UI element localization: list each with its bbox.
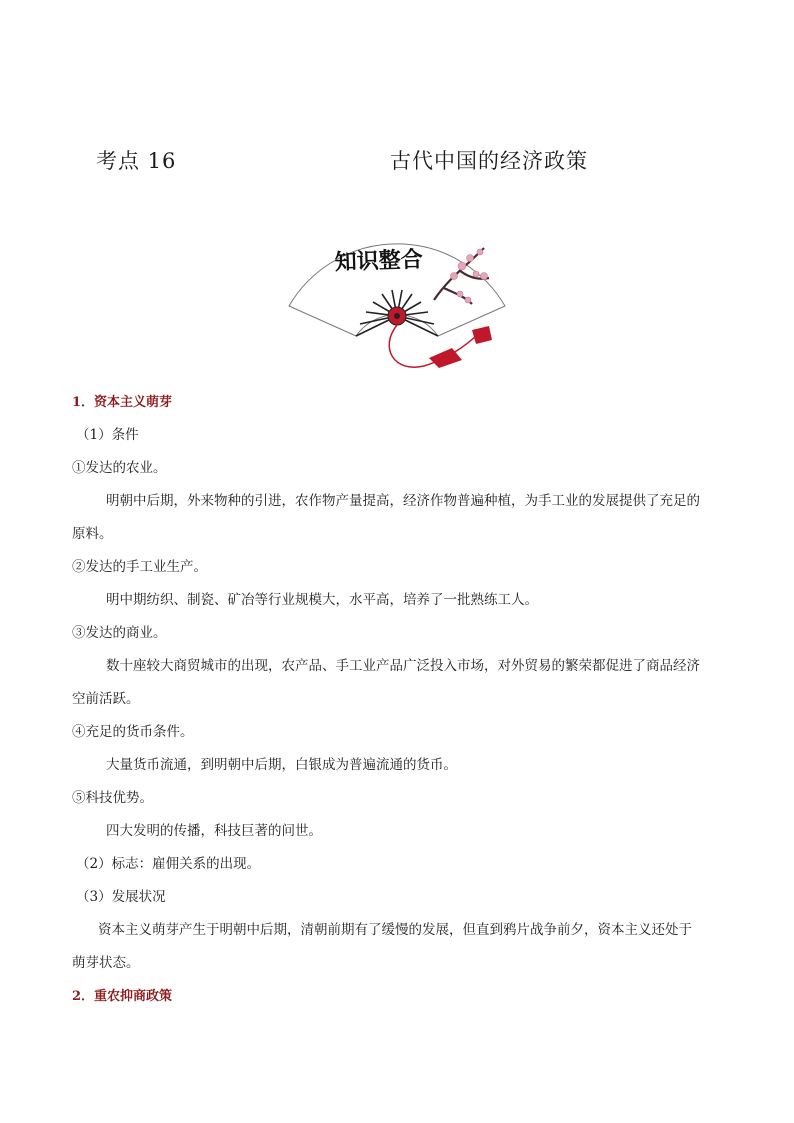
folding-fan-banner <box>284 208 510 376</box>
subheading-sign: （2）标志：雇佣关系的出现。 <box>76 856 261 872</box>
subheading-development: （3）发展状况 <box>76 889 166 905</box>
item-title-handicraft: ②发达的手工业生产。 <box>72 559 207 575</box>
title-row <box>0 145 794 177</box>
item-text-technology: 四大发明的传播，科技巨著的问世。 <box>106 823 322 839</box>
section-heading-2: 2．重农抑商政策 <box>72 989 173 1004</box>
item-text-agriculture-cont: 原料。 <box>72 526 113 542</box>
item-title-technology: ⑤科技优势。 <box>72 790 153 806</box>
item-text-currency: 大量货币流通，到明朝中后期，白银成为普遍流通的货币。 <box>106 757 457 773</box>
item-text-handicraft: 明中期纺织、制瓷、矿冶等行业规模大，水平高，培养了一批熟练工人。 <box>106 592 538 608</box>
development-text: 资本主义萌芽产生于明朝中后期，清朝前期有了缓慢的发展，但直到鸦片战争前夕，资本主义还处于 <box>98 922 692 938</box>
item-title-agriculture: ①发达的农业。 <box>72 460 167 476</box>
item-text-commerce: 数十座较大商贸城市的出现，农产品、手工业产品广泛投入市场，对外贸易的繁荣都促进了商品经济 <box>106 658 700 674</box>
item-title-commerce: ③发达的商业。 <box>72 625 167 641</box>
item-text-commerce-cont: 空前活跃。 <box>72 691 140 707</box>
section-heading-1: 1．资本主义萌芽 <box>72 395 173 410</box>
content <box>72 386 724 1013</box>
page-title: 古代中国的经济政策 <box>390 149 588 173</box>
item-title-currency: ④充足的货币条件。 <box>72 724 194 740</box>
development-text-cont: 萌芽状态。 <box>72 955 140 971</box>
item-text-agriculture: 明朝中后期，外来物种的引进，农作物产量提高，经济作物普遍种植，为手工业的发展提供了充足的 <box>106 493 700 509</box>
topic-number: 考点 16 <box>96 149 177 173</box>
banner-text: 知识整合 <box>334 246 424 276</box>
subheading-conditions: （1）条件 <box>76 427 139 443</box>
